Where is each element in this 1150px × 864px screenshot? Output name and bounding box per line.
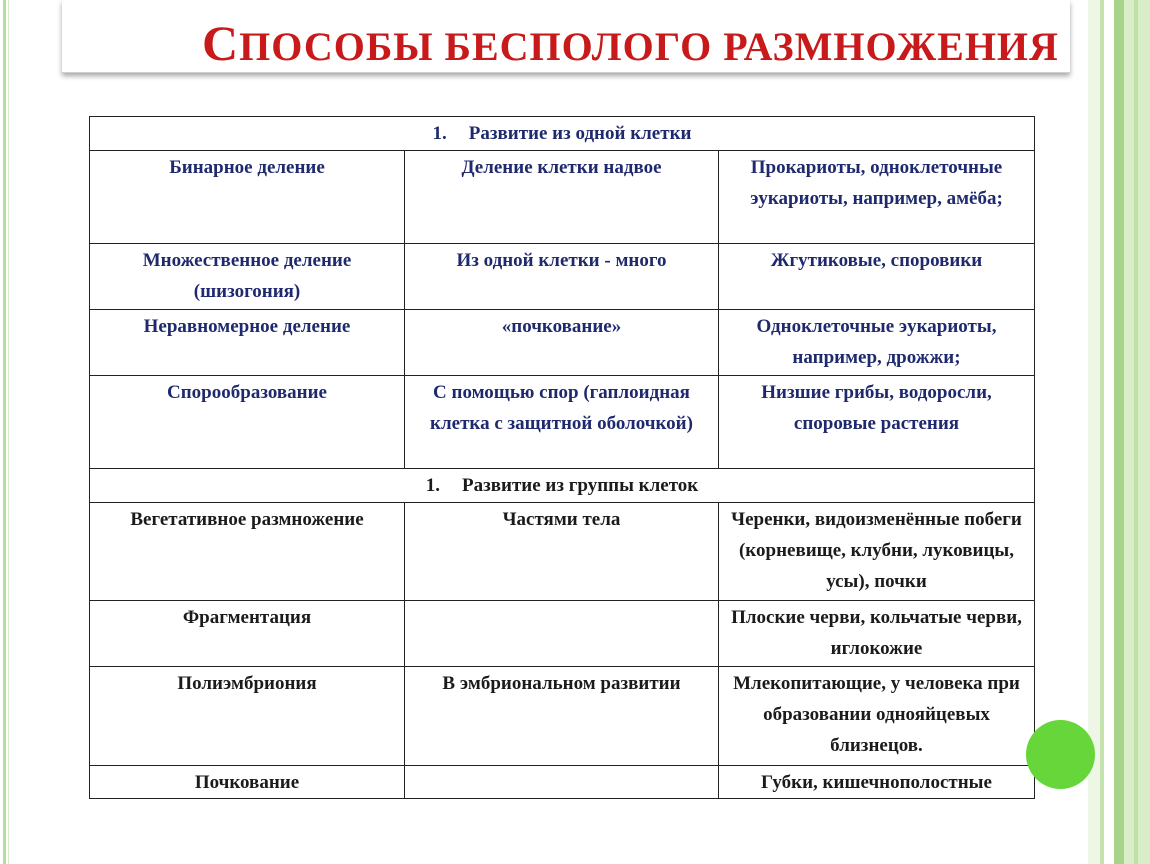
method-cell: Почкование [90,766,405,799]
organisms-cell: Жгутиковые, споровики [719,244,1035,310]
organisms-cell: Губки, кишечнополостные [719,766,1035,799]
method-cell: Полиэмбриония [90,667,405,766]
section-header [90,469,1035,503]
organisms-cell: Черенки, видоизменённые побеги (корневище, клубни, луковицы, усы), почки [719,503,1035,601]
section-header-row [90,469,1035,503]
left-border-line [3,0,6,864]
right-decor-stripe [1114,0,1124,864]
reproduction-table [89,116,1035,799]
table-row [90,151,1035,244]
description-cell: В эмбриональном развитии [405,667,719,766]
slide-title [202,14,1059,72]
method-cell: Фрагментация [90,601,405,667]
description-cell [405,601,719,667]
right-decor-stripe [1104,0,1114,864]
green-circle-decoration [1026,720,1095,789]
section-label: Развитие из группы клеток [462,475,699,496]
description-cell: Деление клетки надвое [405,151,719,244]
organisms-cell: Прокариоты, одноклеточные эукариоты, например, амёба; [719,151,1035,244]
description-cell: С помощью спор (гаплоидная клетка с защитной оболочкой) [405,376,719,469]
table-row [90,310,1035,376]
title-rest: ПОСОБЫ БЕСПОЛОГО РАЗМНОЖЕНИЯ [239,24,1059,69]
organisms-cell: Низшие грибы, водоросли, споровые растения [719,376,1035,469]
section-header-row [90,117,1035,151]
description-cell [405,766,719,799]
method-cell: Бинарное деление [90,151,405,244]
section-label: Развитие из одной клетки [468,123,692,144]
method-cell: Неравномерное деление [90,310,405,376]
title-first-letter: С [202,15,240,71]
section-header [90,117,1035,151]
description-cell: Частями тела [405,503,719,601]
table-row [90,601,1035,667]
method-cell: Множественное деление (шизогония) [90,244,405,310]
table-row [90,503,1035,601]
organisms-cell: Плоские черви, кольчатые черви, иглокожие [719,601,1035,667]
description-cell: «почкование» [405,310,719,376]
organisms-cell: Одноклеточные эукариоты, например, дрожжи; [719,310,1035,376]
description-cell: Из одной клетки - много [405,244,719,310]
organisms-cell: Млекопитающие, у человека при образовании однояйцевых близнецов. [719,667,1035,766]
method-cell: Вегетативное размножение [90,503,405,601]
method-cell: Спорообразование [90,376,405,469]
right-decor-stripe [1134,0,1138,864]
section-number: 1. [432,123,447,144]
table-row [90,376,1035,469]
left-border-line-thin [8,0,9,864]
section-number: 1. [425,475,440,496]
table-row [90,667,1035,766]
title-bar [62,0,1070,73]
right-decor-stripe [1088,0,1100,864]
table-row [90,766,1035,799]
table-row [90,244,1035,310]
